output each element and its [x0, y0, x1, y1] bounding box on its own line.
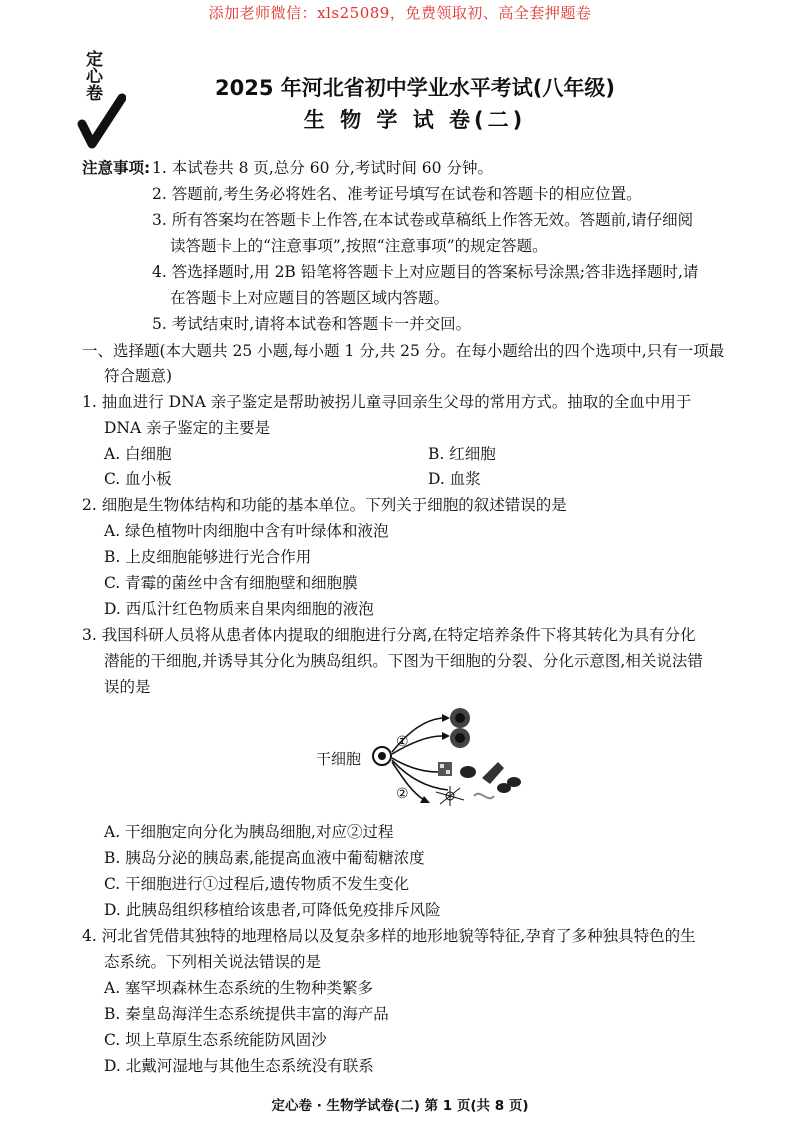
question-1-stem: 1. 抽血进行 DNA 亲子鉴定是帮助被拐儿童寻回亲生父母的常用方式。抽取的全血中用于	[82, 393, 692, 411]
process-marker-1: ①	[396, 734, 409, 750]
question-4-option-a: A. 塞罕坝森林生态系统的生物种类繁多	[104, 979, 374, 997]
process-marker-2: ②	[396, 786, 409, 802]
question-4-option-b: B. 秦皇岛海洋生态系统提供丰富的海产品	[104, 1005, 389, 1023]
question-2-option-c: C. 青霉的菌丝中含有细胞壁和细胞膜	[104, 574, 358, 592]
notice-item: 1. 本试卷共 8 页,总分 60 分,考试时间 60 分钟。	[152, 159, 493, 177]
question-3-option-c: C. 干细胞进行①过程后,遗传物质不发生变化	[104, 875, 410, 893]
page-footer: 定心卷 · 生物学试卷(二) 第 1 页(共 8 页)	[271, 1098, 529, 1114]
question-3-stem-cont: 误的是	[104, 678, 151, 696]
page-title: 2025 年河北省初中学业水平考试(八年级)	[215, 76, 615, 100]
question-4-stem-cont: 态系统。下列相关说法错误的是	[104, 953, 322, 971]
question-1-option-a: A. 白细胞	[104, 445, 172, 463]
question-3-option-d: D. 此胰岛组织移植给该患者,可降低免疫排斥风险	[104, 901, 441, 919]
question-3-option-a: A. 干细胞定向分化为胰岛细胞,对应②过程	[104, 823, 394, 841]
question-4-option-d: D. 北戴河湿地与其他生态系统没有联系	[104, 1057, 374, 1075]
question-1-option-c: C. 血小板	[104, 470, 172, 488]
section-header: 一、选择题(本大题共 25 小题,每小题 1 分,共 25 分。在每小题给出的四个选项中,只有一项最	[82, 342, 725, 360]
question-2-option-a: A. 绿色植物叶肉细胞中含有叶绿体和液泡	[104, 522, 389, 540]
question-2-option-d: D. 西瓜汁红色物质来自果肉细胞的液泡	[104, 600, 374, 618]
notice-item: 在答题卡上对应题目的答题区域内答题。	[170, 289, 450, 307]
watermark-banner: 添加老师微信：xls25089，免费领取初、高全套押题卷	[208, 4, 592, 22]
diagram-label-stem-cell: 干细胞	[316, 750, 362, 768]
notice-item: 读答题卡上的“注意事项”,按照“注意事项”的规定答题。	[170, 237, 548, 255]
logo-text: 定心卷	[82, 50, 102, 101]
differentiation-illustration	[300, 700, 540, 810]
notice-item: 4. 答选择题时,用 2B 铅笔将答题卡上对应题目的答案标号涂黑;答非选择题时,请	[152, 263, 699, 281]
notice-item: 5. 考试结束时,请将本试卷和答题卡一并交回。	[152, 315, 472, 333]
stem-cell-diagram	[300, 700, 540, 810]
page-subtitle: 生 物 学 试 卷(二)	[303, 108, 527, 132]
question-1-stem-cont: DNA 亲子鉴定的主要是	[104, 419, 271, 437]
question-4-option-c: C. 坝上草原生态系统能防风固沙	[104, 1031, 327, 1049]
question-3-stem: 3. 我国科研人员将从患者体内提取的细胞进行分离,在特定培养条件下将其转化为具有分化	[82, 626, 696, 644]
question-2-stem: 2. 细胞是生物体结构和功能的基本单位。下列关于细胞的叙述错误的是	[82, 496, 567, 514]
question-2-option-b: B. 上皮细胞能够进行光合作用	[104, 548, 312, 566]
question-3-stem-cont: 潜能的干细胞,并诱导其分化为胰岛组织。下图为干细胞的分裂、分化示意图,相关说法错	[104, 652, 703, 670]
notice-label: 注意事项:	[82, 159, 151, 177]
section-header-cont: 符合题意)	[104, 367, 173, 385]
question-4-stem: 4. 河北省凭借其独特的地理格局以及复杂多样的地形地貌等特征,孕育了多种独具特色的生	[82, 927, 696, 945]
notice-item: 2. 答题前,考生务必将姓名、准考证号填写在试卷和答题卡的相应位置。	[152, 185, 642, 203]
question-1-option-b: B. 红细胞	[428, 445, 496, 463]
notice-item: 3. 所有答案均在答题卡上作答,在本试卷或草稿纸上作答无效。答题前,请仔细阅	[152, 211, 694, 229]
question-1-option-d: D. 血浆	[428, 470, 481, 488]
question-3-option-b: B. 胰岛分泌的胰岛素,能提高血液中葡萄糖浓度	[104, 849, 425, 867]
